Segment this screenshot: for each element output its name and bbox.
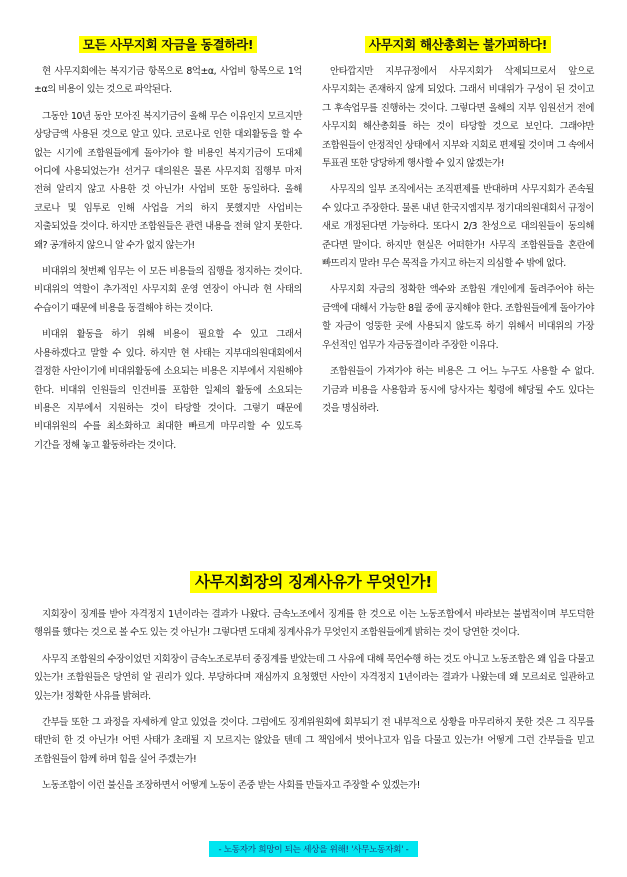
right-paragraph: 안타깝지만 지부규정에서 사무지회가 삭제되므로서 앞으로 사무지회는 존재하지 않게 되었다. 그래서 비대위가 구성이 된 것이고 그 후속업무를 진행하는 것이다. 그렇다면 올해의 지부 임원선거 전에 사무지회 해산총회를 하는 것이 타당할 것으로 보인다. 그래야만 조합원들이 안정적인 상태에서 지부와 지회로 편제될 것이며 그 속에서 투표권 또한 당당하게 행사할 수 있지 않겠는가!: [322, 66, 594, 170]
main-heading-wrap: [0, 570, 627, 592]
footer-slogan: - 노동자가 희망이 되는 세상을 위해! '사무노동자회' -: [209, 841, 419, 857]
main-paragraph: 노동조합이 이런 불신을 조장하면서 어떻게 노동이 존중 받는 사회를 만들자고 주장할 수 있겠는가!: [42, 780, 420, 792]
right-paragraph: 조합원들이 가져가야 하는 비용은 그 어느 누구도 사용할 수 없다. 기금과 비용을 사용함과 동시에 당사자는 횡령에 해당될 수도 있다는 것을 명심하라.: [322, 366, 594, 414]
right-paragraph: 사무직의 일부 조직에서는 조직편제를 반대하며 사무지회가 존속될 수 있다고 주장한다. 물론 내년 한국지엠지부 정기대의원대회서 규정이 새로 개정된다면 가능하다. 또다시 2/3 찬성으로 대의원들이 동의해 준다면 말이다. 하지만 현실은 어떠한가! 사무직 조합원들을 혼란에 빠뜨리지 말라! 무슨 목적을 가지고 하는지 의심할 수 밖에 없다.: [322, 184, 594, 270]
main-section: [34, 606, 594, 804]
left-column: [34, 34, 302, 463]
left-heading: 모든 사무지회 자금을 동결하라!: [79, 36, 258, 53]
right-heading-wrap: [322, 34, 594, 53]
right-column: [322, 34, 594, 426]
main-heading: 사무지회장의 징계사유가 무엇인가!: [190, 571, 437, 593]
right-paragraph: 사무지회 자금의 정확한 액수와 조합원 개인에게 돌려주어야 하는 금액에 대해서 가능한 8월 중에 공지해야 한다. 조합원들에게 돌아가야 할 자금이 엉뚱한 곳에 사용되지 않도록 하기 위해서 비대위의 가장 우선적인 업무가 자금동결이라 주장한 이유다.: [322, 284, 594, 351]
main-paragraph: 간부들 또한 그 과정을 자세하게 알고 있었을 것이다. 그럼에도 징계위원회에 회부되기 전 내부적으로 상황을 마무리하지 못한 것은 그 직무를 태만히 한 것 아닌가! 어떤 사태가 초래될 지 모르지는 않았을 텐데 그 책임에서 벗어나고자 입을 다물고 있는가! 어떻게 그런 간부들을 믿고 조합원들이 함께 하며 힘을 실어 주겠는가!: [34, 717, 594, 765]
left-heading-wrap: [34, 34, 302, 53]
footer-wrap: [0, 837, 627, 857]
left-paragraph: 현 사무지회에는 복지기금 항목으로 8억±α, 사업비 항목으로 1억±α의 비용이 있는 것으로 파악된다.: [34, 66, 302, 96]
left-paragraph: 비대위 활동을 하기 위해 비용이 필요할 수 있고 그래서 사용하겠다고 말할 수 있다. 하지만 현 사태는 지부대의원대회에서 결정한 사안이기에 비대위활동에 소요되는 비용은 지부에서 지원해야 한다. 비대위 인원들의 인건비를 포함한 일체의 활동에 소요되는 비용은 지부에서 지원하는 것이 타당할 것이다. 그렇기 때문에 비대위원의 수를 최소화하고 최대한 빠르게 마무리할 수 있도록 기간을 정해 놓고 활동하라는 것이다.: [34, 329, 302, 451]
main-paragraph: 사무직 조합원의 수장이었던 지회장이 금속노조로부터 중징계를 받았는데 그 사유에 대해 묵언수행 하는 것도 아니고 노동조합은 왜 입을 다물고 있는가! 조합원들은 당연히 알 권리가 있다. 부당하다며 재심까지 요청했던 사안이 자격정지 1년이라는 결과가 나왔는데 왜 모르쇠로 일관하고 있는가! 정확한 사유를 밝혀라.: [34, 653, 594, 702]
left-paragraph: 비대위의 첫번째 임무는 이 모든 비용들의 집행을 정지하는 것이다. 비대위의 역할이 추가적인 사무지회 운영 연장이 아니라 현 사태의 수습이기 때문에 비용을 동결해야 하는 것이다.: [34, 266, 302, 314]
right-heading: 사무지회 해산총회는 불가피하다!: [365, 36, 551, 53]
main-paragraph: 지회장이 징계를 받아 자격정지 1년이라는 결과가 나왔다. 금속노조에서 징계를 한 것으로 이는 노동조합에서 바라보는 불법적이며 부도덕한 행위를 했다는 것으로 볼 수도 있는 것 아닌가! 그렇다면 도대체 징계사유가 무엇인지 조합원들에게 밝히는 것이 당연한 것이다.: [34, 609, 594, 639]
left-paragraph: 그동안 10년 동안 모아진 복지기금이 올해 무슨 이유인지 모르지만 상당금액 사용된 것으로 알고 있다. 코로나로 인한 대외활동을 할 수 없는 시기에 조합원들에게 돌아가야 할 비용인 복지기금이 도대체 어디에 사용되었는가! 선거구 대의원은 물론 사무지회 집행부 마저 전혀 알리지 않고 사용한 것 아닌가! 사업비 또한 동일하다. 올해 코로나 및 임투로 인해 사업을 거의 하지 못했지만 사업비는 지출되었을 것이다. 하지만 조합원들은 관련 내용을 전혀 알지 못한다. 왜? 공개하지 않으니 알 수가 없지 않는가!: [34, 110, 302, 251]
